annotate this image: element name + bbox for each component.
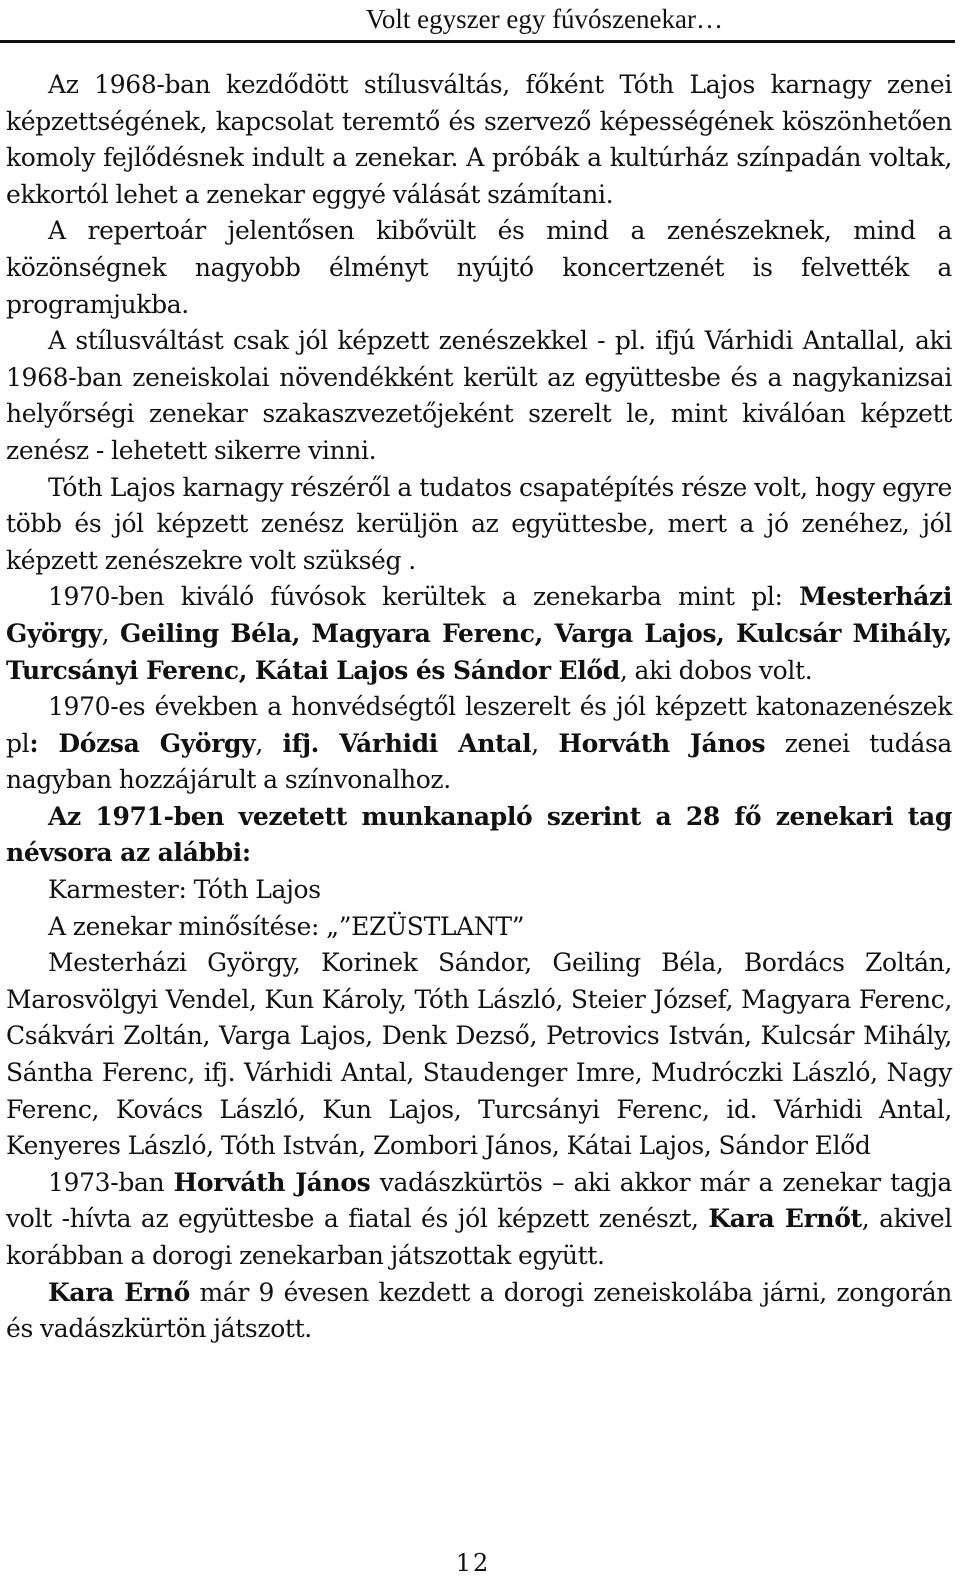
page-number: 12	[455, 1549, 491, 1577]
text-span: zenei tudása nagyban hozzájárult a színvonalhoz.	[6, 728, 952, 795]
text-span: ,	[255, 728, 283, 758]
paragraph-1973-horn	[6, 1165, 952, 1275]
paragraph-roster-heading: Az 1971-ben vezetett munkanapló szerint a 28 fő zenekari tag névsora az alábbi:	[6, 801, 952, 868]
running-header	[0, 0, 955, 43]
text-span: már 9 évesen kezdett a dorogi zeneiskolába járni, zongorán és vadászkürtön játszott.	[6, 1277, 952, 1344]
paragraph-1970s-soldiers	[6, 689, 952, 799]
paragraph-roster-list: Mesterházi György, Korinek Sándor, Geiling Béla, Bordács Zoltán, Marosvölgyi Vendel, Kun Károly, Tóth László, Steier József, Magyara Ferenc, Csákvári Zoltán, Varga Lajos, Denk Dezső, Petrovics István, Kulcsár Mihály, Sántha Ferenc, ifj. Várhidi Antal, Staudenger Imre, Mudróczki László, Nagy Ferenc, Kovács László, Kun Lajos, Turcsányi Ferenc, id. Várhidi Antal, Kenyeres László, Tóth István, Zombori János, Kátai Lajos, Sándor Előd	[6, 948, 952, 1161]
text-span: 1973-ban	[48, 1167, 174, 1197]
text-span: ,	[101, 618, 120, 648]
text-span: ,	[531, 728, 559, 758]
paragraph-team-building: Tóth Lajos karnagy részéről a tudatos csapatépítés része volt, hogy egyre több és jól képzett zenész kerüljön az együttesbe, mert a jó zenéhez, jól képzett zenészekre volt szükség .	[6, 472, 952, 575]
bold-name: Kara Ernő	[48, 1277, 190, 1307]
paragraph-style-change: Az 1968-ban kezdődött stílusváltás, főként Tóth Lajos karnagy zenei képzettségének, kapcsolat teremtő és szervező képességének köszönhetően komoly fejlődésnek indult a zenekar. A próbák a kultúrház színpadán voltak, ekkortól lehet a zenekar eggyé válását számítani.	[6, 70, 952, 209]
paragraph-trained-musicians: A stílusváltást csak jól képzett zenészekkel - pl. ifjú Várhidi Antallal, aki 1968-ban zeneiskolai növendékként került az együttesbe és a nagykanizsai helyőrségi zenekar szakaszvezetőjeként szerelt le, mint kiválóan képzett zenész - lehetett sikerre vinni.	[6, 326, 952, 465]
paragraph-repertoire: A repertoár jelentősen kibővült és mind a zenészeknek, mind a közönségnek nagyobb élményt nyújtó koncertzenét is felvették a programjukba.	[6, 216, 952, 319]
bold-name: ifj. Várhidi Antal	[282, 728, 532, 758]
text-span: , aki dobos volt.	[619, 655, 813, 685]
bold-name: Kara Ernőt	[708, 1204, 862, 1234]
paragraph-1970-members	[6, 579, 952, 689]
bold-name: Mesterházi György	[6, 582, 952, 648]
paragraph-kara-erno	[6, 1275, 952, 1348]
bold-name: Horváth János	[558, 728, 766, 758]
header-title: Volt egyszer egy fúvószenekar…	[365, 4, 723, 34]
text-span: , akivel korábban a dorogi zenekarban játszottak együtt.	[6, 1204, 952, 1270]
paragraph-rating: A zenekar minősítése: „”EZÜSTLANT”	[48, 911, 525, 941]
page-body	[6, 67, 952, 1348]
text-span: vadászkürtös – aki akkor már a zenekar tagja volt -hívta az együttesbe a fiatal és jól képzett zenészt,	[6, 1167, 952, 1234]
bold-name: Horváth János	[173, 1167, 371, 1197]
bold-name: : Dózsa György	[29, 728, 256, 758]
paragraph-conductor: Karmester: Tóth Lajos	[48, 875, 321, 905]
text-span: 1970-es években a honvédségtől leszerelt és jól képzett katonazenészek pl	[6, 692, 952, 758]
bold-names: Geiling Béla, Magyara Ferenc, Varga Lajos, Kulcsár Mihály, Turcsányi Ferenc, Kátai Lajos és Sándor Előd	[6, 618, 952, 685]
text-span: 1970-ben kiváló fúvósok kerültek a zenekarba mint pl:	[48, 582, 800, 612]
